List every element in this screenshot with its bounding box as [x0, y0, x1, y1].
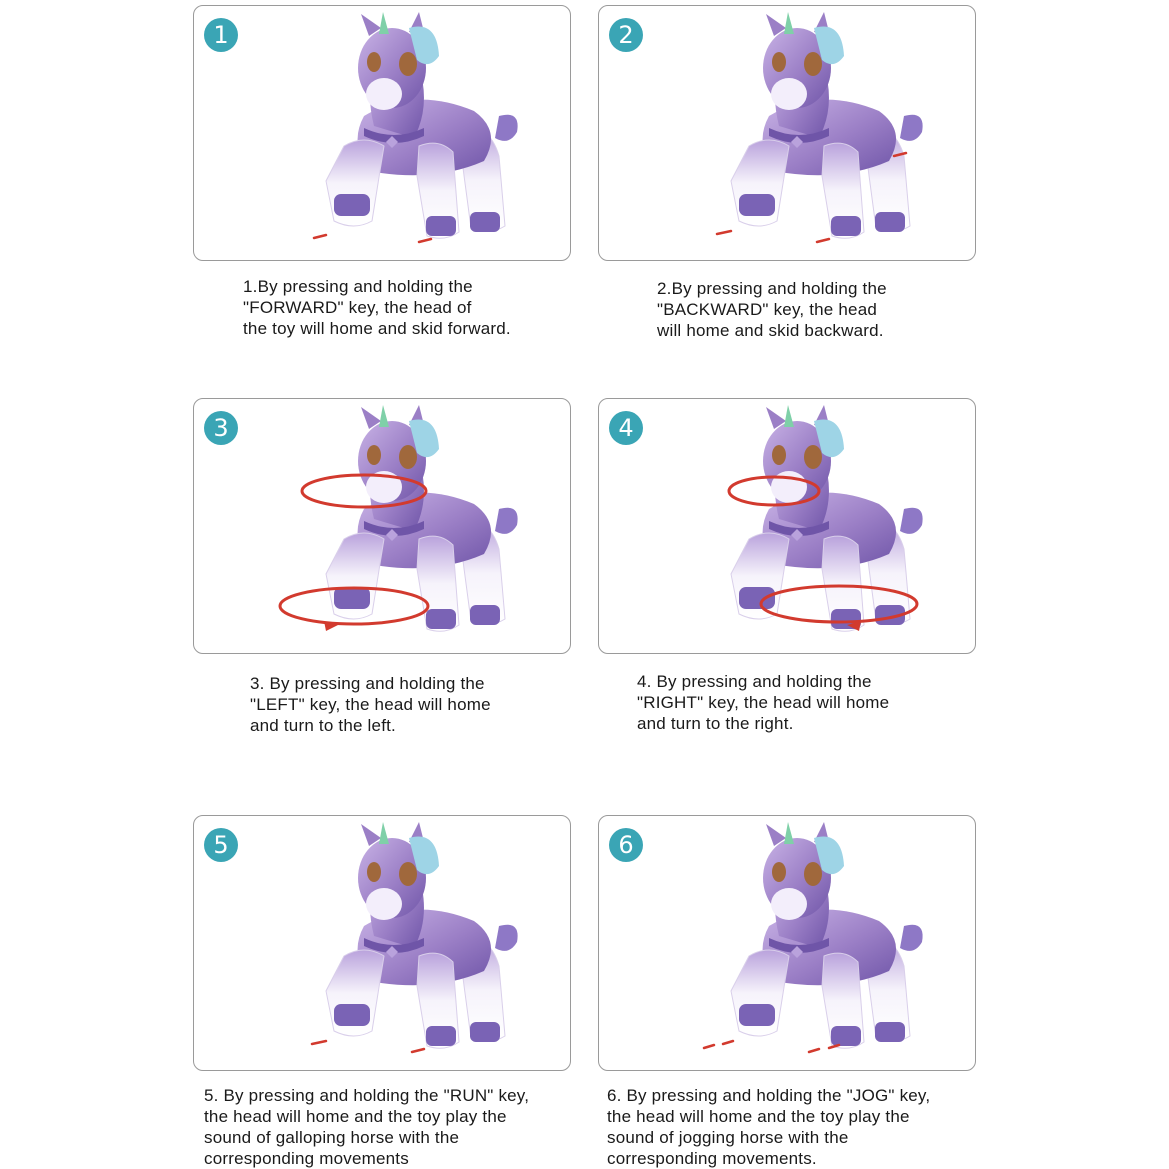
step-caption-5	[204, 1085, 529, 1169]
step-caption-2	[657, 278, 887, 341]
step-number-badge: 1	[204, 18, 238, 52]
caption-line: "FORWARD" key, the head of	[243, 298, 472, 317]
unicorn-toy-illustration	[194, 6, 571, 261]
step-number-badge: 5	[204, 828, 238, 862]
step-number-badge: 2	[609, 18, 643, 52]
step-panel-6	[598, 815, 976, 1071]
caption-line: the toy will home and skid forward.	[243, 319, 511, 338]
step-panel-1	[193, 5, 571, 261]
caption-line: 3. By pressing and holding the	[250, 674, 485, 693]
caption-line: and turn to the left.	[250, 716, 396, 735]
caption-line: "RIGHT" key, the head will home	[637, 693, 890, 712]
step-caption-1	[243, 276, 511, 339]
unicorn-toy-illustration	[599, 399, 976, 654]
caption-line: 4. By pressing and holding the	[637, 672, 872, 691]
step-caption-6	[607, 1085, 930, 1169]
caption-line: and turn to the right.	[637, 714, 794, 733]
caption-line: 5. By pressing and holding the "RUN" key,	[204, 1086, 530, 1105]
step-caption-4	[637, 671, 889, 734]
caption-line: the head will home and the toy play the	[204, 1107, 507, 1126]
step-number-badge: 6	[609, 828, 643, 862]
caption-line: 6. By pressing and holding the "JOG" key,	[607, 1086, 931, 1105]
caption-line: 1.By pressing and holding the	[243, 277, 473, 296]
step-panel-3	[193, 398, 571, 654]
caption-line: "BACKWARD" key, the head	[657, 300, 878, 319]
step-number-badge: 3	[204, 411, 238, 445]
step-number-badge: 4	[609, 411, 643, 445]
caption-line: "LEFT" key, the head will home	[250, 695, 491, 714]
caption-line: corresponding movements.	[607, 1149, 817, 1168]
unicorn-toy-illustration	[194, 399, 571, 654]
caption-line: sound of galloping horse with the	[204, 1128, 460, 1147]
step-panel-5	[193, 815, 571, 1071]
step-caption-3	[250, 673, 491, 736]
caption-line: will home and skid backward.	[657, 321, 884, 340]
unicorn-toy-illustration	[194, 816, 571, 1071]
caption-line: the head will home and the toy play the	[607, 1107, 910, 1126]
caption-line: sound of jogging horse with the	[607, 1128, 849, 1147]
caption-line: corresponding movements	[204, 1149, 409, 1168]
unicorn-toy-illustration	[599, 6, 976, 261]
step-panel-4	[598, 398, 976, 654]
step-panel-2	[598, 5, 976, 261]
unicorn-toy-illustration	[599, 816, 976, 1071]
caption-line: 2.By pressing and holding the	[657, 279, 887, 298]
